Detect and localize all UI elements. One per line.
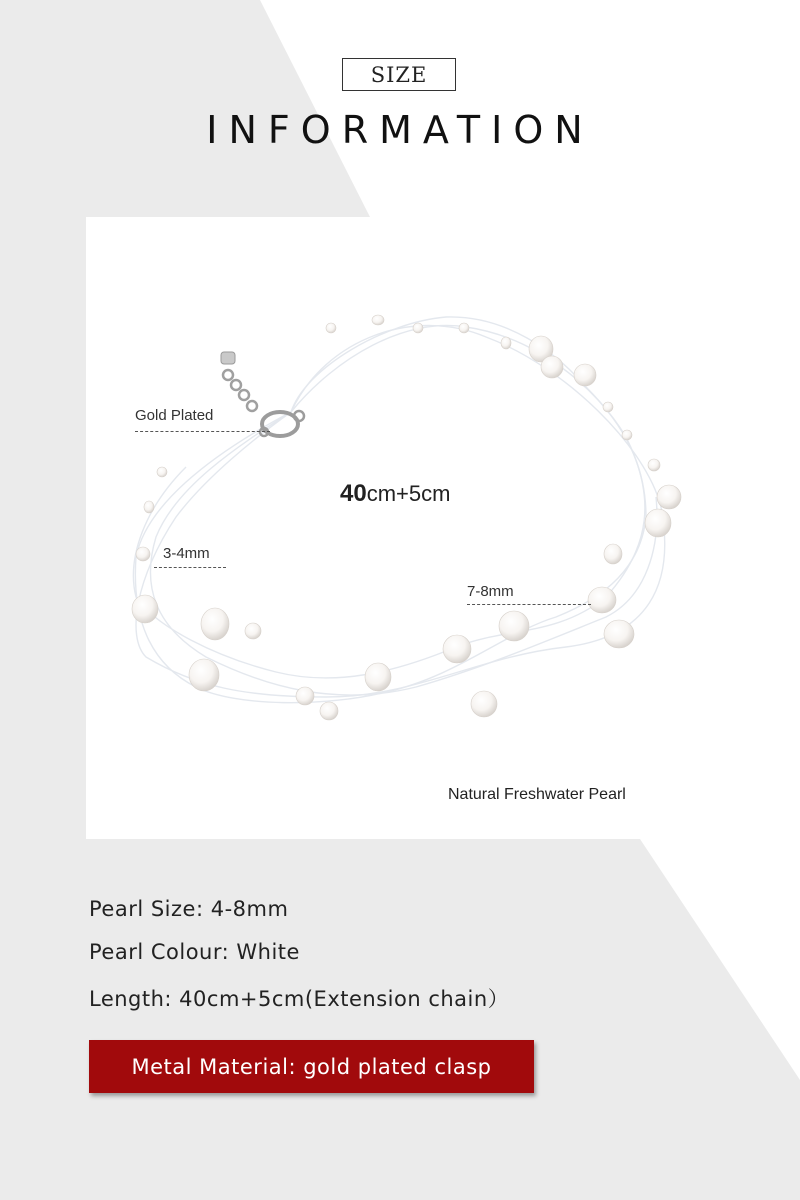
pearl-caption: Natural Freshwater Pearl: [448, 786, 626, 803]
pearls: [132, 315, 681, 720]
spec-pearl-colour: Pearl Colour: White: [89, 940, 300, 964]
clasp-label: Gold Plated: [135, 407, 214, 424]
size-label: SIZE: [370, 62, 428, 87]
product-image-panel: [86, 217, 714, 839]
small-pearl-size-label: 3-4mm: [163, 545, 210, 562]
metal-material-text: Metal Material: gold plated clasp: [131, 1054, 492, 1079]
size-label-box: [342, 58, 456, 91]
length-number: 40: [340, 480, 367, 507]
large-pearl-size-label: 7-8mm: [467, 583, 514, 600]
necklace-illustration: [86, 217, 714, 839]
clasp-icon: [221, 352, 304, 436]
large-pearl-pointer-line: [467, 604, 591, 605]
spec-length: Length: 40cm+5cm(Extension chain）: [89, 987, 510, 1011]
metal-material-banner: [89, 1040, 534, 1093]
necklace-length-label: [340, 480, 450, 508]
page-title: INFORMATION: [206, 108, 594, 152]
small-pearl-pointer-line: [154, 567, 226, 568]
clasp-pointer-line: [135, 431, 270, 432]
length-unit: cm+5cm: [366, 481, 451, 506]
spec-pearl-size: Pearl Size: 4-8mm: [89, 897, 289, 921]
